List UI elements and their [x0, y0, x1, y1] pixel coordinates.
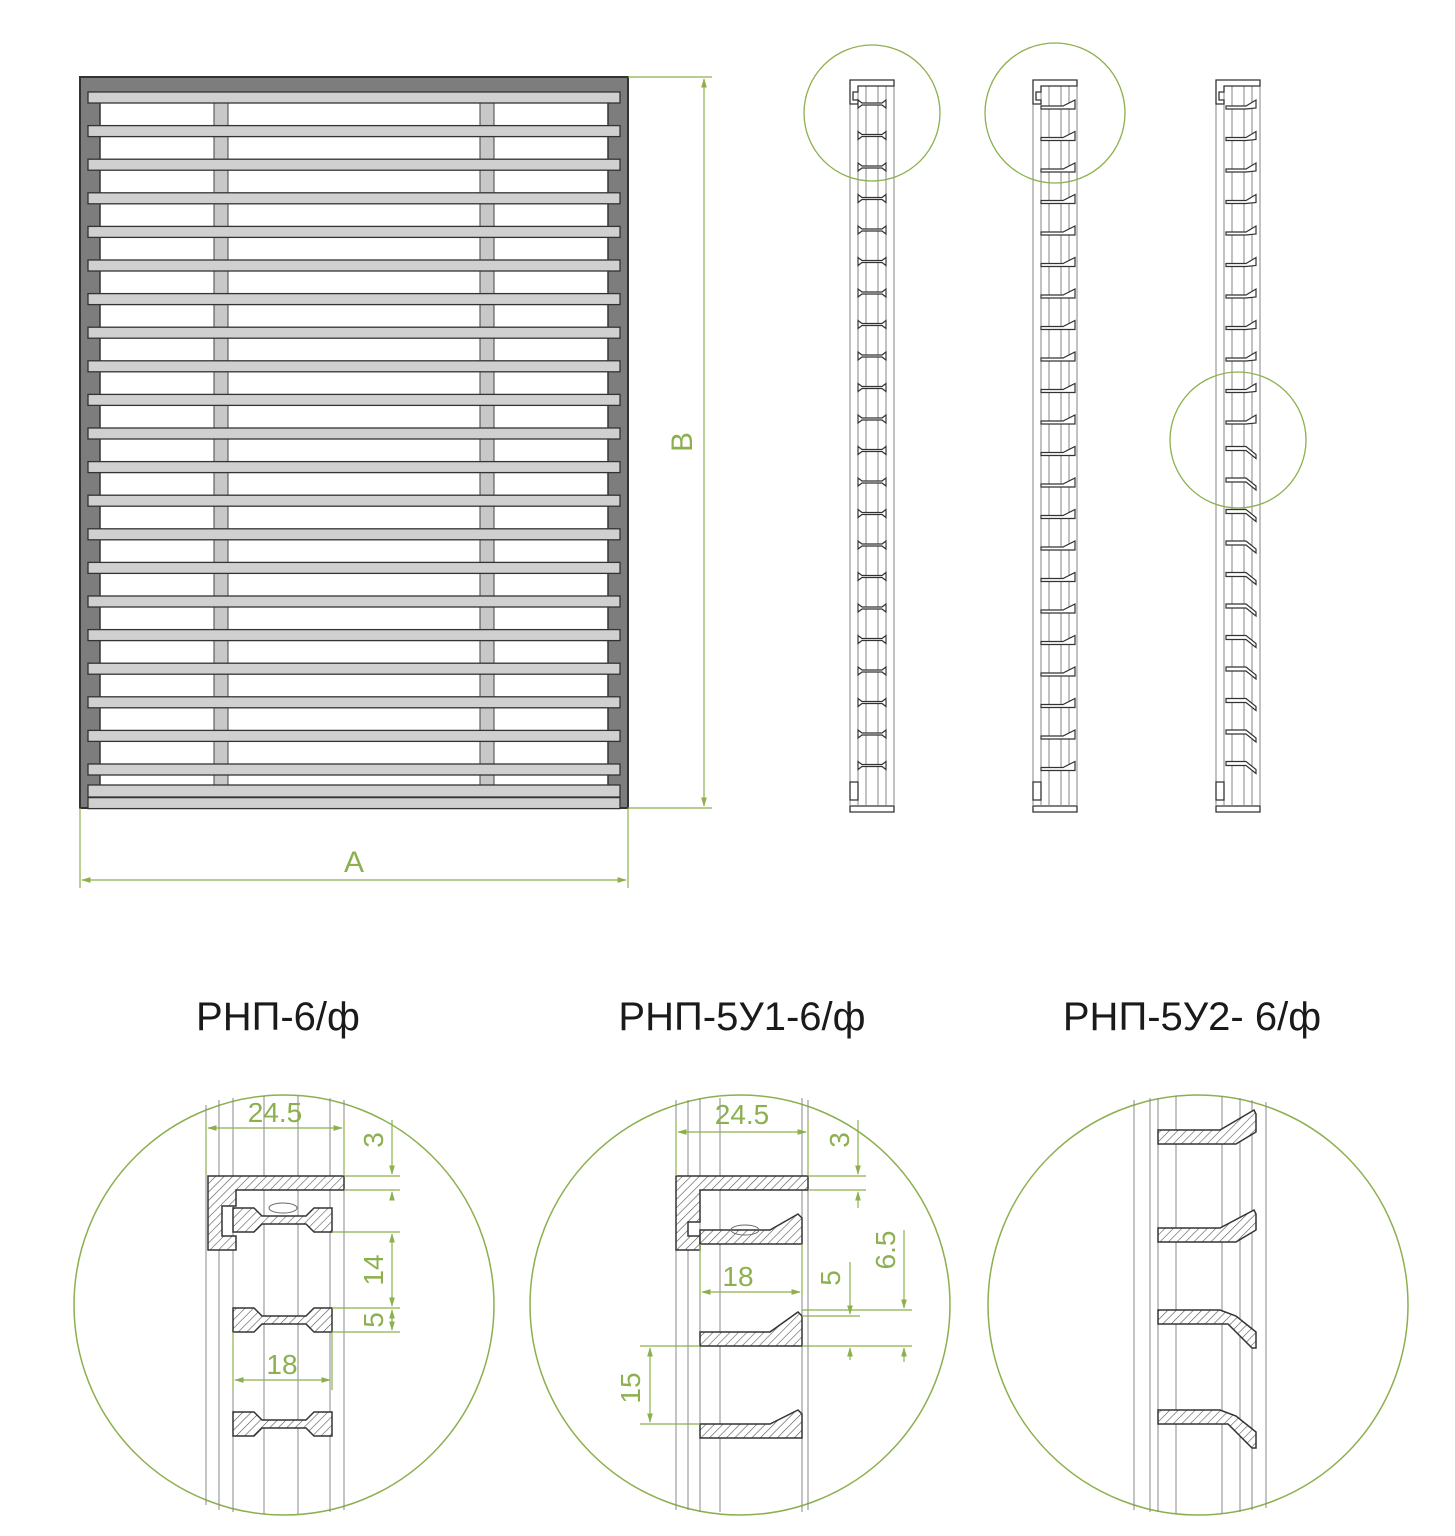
side-slat-profile	[1226, 478, 1256, 490]
side-slat-profile	[858, 573, 886, 581]
dimension-b-label: B	[666, 431, 699, 453]
horizontal-slat	[88, 428, 620, 439]
detail-circle-1	[74, 1095, 494, 1515]
horizontal-slat	[88, 495, 620, 506]
side-slat-profile	[1226, 352, 1256, 361]
horizontal-slat	[88, 394, 620, 405]
side-slat-profile	[858, 447, 886, 455]
dim-thickness-label: 3	[358, 1132, 389, 1148]
detail-circle-2	[530, 1095, 950, 1515]
side-slat-profile	[1226, 163, 1256, 172]
side-slat-profile	[1226, 667, 1256, 679]
horizontal-slat	[88, 562, 620, 573]
side-view-rnp-5u2-6f	[1216, 80, 1260, 812]
dim-gap-label: 5	[815, 1270, 846, 1286]
horizontal-slat	[88, 126, 620, 137]
horizontal-slat	[88, 92, 620, 103]
side-slat-profile	[858, 604, 886, 612]
horizontal-slat	[88, 798, 620, 809]
frame-profile-bottom	[850, 782, 894, 812]
side-slat-profile	[858, 352, 886, 360]
detail-circle-3	[988, 1095, 1408, 1515]
horizontal-slat	[88, 327, 620, 338]
side-slat-profile	[1041, 258, 1075, 267]
frame-profile-top	[850, 80, 894, 104]
side-slat-profile	[1041, 132, 1075, 141]
side-slat-profile	[858, 667, 886, 675]
horizontal-slat	[88, 630, 620, 641]
dim-slat-width-label: 18	[266, 1349, 298, 1380]
detail-marker-circle-2	[985, 43, 1125, 183]
horizontal-slat	[88, 361, 620, 372]
frame-profile-top	[1033, 80, 1077, 104]
side-slat-profile	[858, 132, 886, 140]
detail-rnp-5u2-6f	[988, 1095, 1408, 1515]
side-slat-profile	[858, 163, 886, 171]
dimension-a	[80, 808, 628, 888]
side-slat-profile	[858, 762, 886, 770]
dim-slat-height-label: 5	[358, 1312, 389, 1328]
side-slat-profile	[858, 289, 886, 297]
side-slat-profile	[1041, 447, 1075, 456]
side-slat-profile	[1226, 100, 1256, 109]
side-slat-profile	[1041, 289, 1075, 298]
side-slat-profile	[858, 510, 886, 518]
side-slat-profile	[858, 541, 886, 549]
dim-pitch-label: 15	[615, 1372, 646, 1404]
side-slat-profile	[1226, 636, 1256, 648]
side-slat-profile	[858, 384, 886, 392]
side-slat-profile	[858, 258, 886, 266]
caption-rnp-6f: РНП-6/ф	[196, 995, 360, 1039]
detail-rnp-6f	[74, 1095, 494, 1515]
side-slat-profile	[1226, 730, 1256, 742]
dim-width-label: 24.5	[247, 1097, 303, 1128]
side-slat-profile	[1226, 226, 1256, 235]
horizontal-slat	[88, 226, 620, 237]
side-slat-profile	[1041, 636, 1075, 645]
side-slat-profile	[1041, 100, 1075, 109]
side-view-rnp-6f	[850, 80, 894, 812]
side-slat-profile	[858, 321, 886, 329]
horizontal-slat	[88, 159, 620, 170]
horizontal-slat	[88, 193, 620, 204]
side-slat-profile	[1041, 699, 1075, 708]
side-slat-profile	[1226, 762, 1256, 774]
side-slat-profile	[1041, 384, 1075, 393]
side-slat-profile	[1226, 604, 1256, 616]
side-slat-profile	[858, 699, 886, 707]
side-slat-profile	[858, 100, 886, 108]
horizontal-slat	[88, 663, 620, 674]
horizontal-slat	[88, 730, 620, 741]
horizontal-slat	[88, 529, 620, 540]
frame-profile-bottom	[1216, 782, 1260, 812]
side-slat-profile	[858, 478, 886, 486]
side-slat-profile	[1041, 510, 1075, 519]
horizontal-slat	[88, 260, 620, 271]
frame-profile-top	[1216, 80, 1260, 104]
dim-slat-width-label: 18	[722, 1261, 754, 1292]
side-slat-profile	[1226, 289, 1256, 298]
side-slat-profile	[1226, 258, 1256, 267]
side-slat-profile	[858, 730, 886, 738]
horizontal-slat	[88, 294, 620, 305]
side-slat-profile	[1226, 573, 1256, 585]
front-view-grille	[80, 77, 628, 809]
side-slat-profile	[1041, 541, 1075, 550]
side-slat-profile	[1226, 415, 1256, 424]
side-slat-profile	[858, 226, 886, 234]
side-slat-profile	[858, 195, 886, 203]
side-slat-profile	[1041, 667, 1075, 676]
side-slat-profile	[1226, 321, 1256, 330]
dim-thickness-label: 3	[824, 1132, 855, 1148]
side-slat-profile	[1041, 762, 1075, 771]
horizontal-slat	[88, 596, 620, 607]
side-view-rnp-5u1-6f	[1033, 80, 1077, 812]
side-slat-profile	[858, 636, 886, 644]
dimension-b	[628, 77, 712, 808]
side-slat-profile	[1041, 415, 1075, 424]
side-slat-profile	[1226, 699, 1256, 711]
dim-pitch-label: 14	[358, 1254, 389, 1286]
side-slat-profile	[1041, 195, 1075, 204]
side-slat-profile	[1041, 730, 1075, 739]
side-slat-profile	[1041, 226, 1075, 235]
dimension-a-label: A	[343, 846, 365, 879]
side-slat-profile	[1226, 384, 1256, 393]
side-slat-profile	[1226, 510, 1256, 522]
side-slat-profile	[1226, 132, 1256, 141]
side-slat-profile	[1041, 321, 1075, 330]
horizontal-slat	[88, 697, 620, 708]
caption-rnp-5u2-6f: РНП-5У2- 6/ф	[1062, 995, 1322, 1039]
dim-width-label: 24.5	[714, 1099, 770, 1130]
detail-rnp-5u1-6f	[530, 1095, 950, 1515]
bottom-slat	[88, 785, 620, 797]
side-slat-profile	[1041, 163, 1075, 172]
side-section-views	[804, 43, 1306, 812]
horizontal-slat	[88, 462, 620, 473]
dim-height-label: 6.5	[870, 1230, 901, 1270]
caption-rnp-5u1-6f: РНП-5У1-6/ф	[618, 995, 866, 1039]
side-slat-profile	[1226, 447, 1256, 459]
detail-marker-circle-1	[804, 45, 940, 181]
side-slat-profile	[1226, 195, 1256, 204]
side-slat-profile	[1041, 352, 1075, 361]
side-slat-profile	[1226, 541, 1256, 553]
side-slat-profile	[858, 415, 886, 423]
horizontal-slat	[88, 764, 620, 775]
frame-profile-bottom	[1033, 782, 1077, 812]
side-slat-profile	[1041, 478, 1075, 487]
side-slat-profile	[1041, 604, 1075, 613]
side-slat-profile	[1041, 573, 1075, 582]
